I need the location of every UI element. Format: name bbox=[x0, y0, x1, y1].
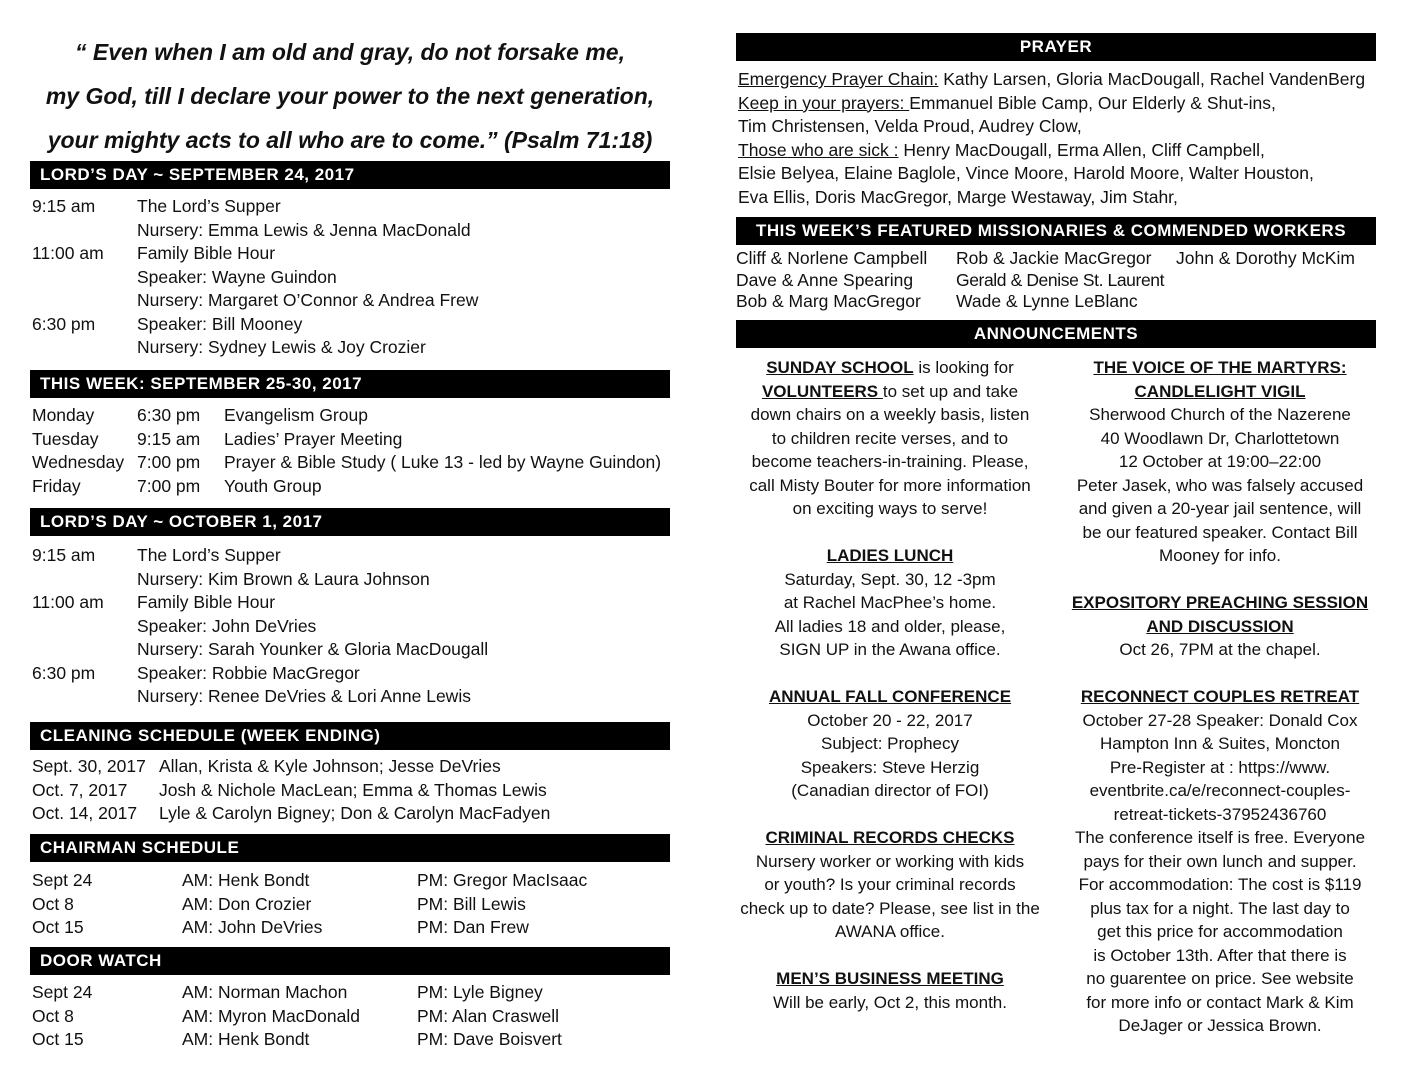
sick-line-3: Eva Ellis, Doris MacGregor, Marge Westaway, Jim Stahr, bbox=[738, 186, 1178, 207]
ann-line: Subject: Prophecy bbox=[821, 734, 959, 753]
ann-line: retreat-tickets-37952436760 bbox=[1113, 804, 1327, 824]
activity: Speaker: John DeVries bbox=[137, 615, 317, 636]
ann-line: be our featured speaker. Contact Bill bbox=[1082, 522, 1358, 542]
schedule-row bbox=[32, 313, 672, 337]
schedule-row bbox=[32, 266, 672, 290]
cleaning-heading: CLEANING SCHEDULE (WEEK ENDING) bbox=[30, 722, 670, 750]
schedule-row bbox=[32, 219, 672, 243]
activity: The Lord’s Supper bbox=[137, 545, 281, 565]
weekday-row bbox=[32, 475, 672, 499]
day: Friday bbox=[32, 475, 81, 496]
activity: Nursery: Sydney Lewis & Joy Crozier bbox=[137, 337, 426, 357]
missionary-row bbox=[736, 270, 1376, 292]
am: AM: Norman Machon bbox=[182, 982, 348, 1002]
keep-in-prayers-label: Keep in your prayers: bbox=[738, 92, 910, 113]
ann-line: call Misty Bouter for more information bbox=[749, 475, 1031, 495]
chairman-schedule bbox=[32, 869, 672, 940]
prayer-heading: PRAYER bbox=[736, 33, 1376, 61]
chairman-row bbox=[32, 916, 672, 940]
time: 9:15 am bbox=[32, 196, 96, 216]
expository-heading: EXPOSITORY PREACHING SESSION bbox=[1071, 593, 1369, 612]
pm: PM: Alan Craswell bbox=[417, 1005, 559, 1026]
mens-meeting-heading: MEN’S BUSINESS MEETING bbox=[776, 969, 1004, 988]
reconnect-heading: RECONNECT COUPLES RETREAT bbox=[1080, 687, 1360, 706]
ann-line: and given a 20-year jail sentence, will bbox=[1078, 499, 1362, 518]
mens-meeting-announcement bbox=[732, 967, 1048, 1014]
missionary: Gerald & Denise St. Laurent bbox=[956, 269, 1165, 290]
sick-label: Those who are sick : bbox=[738, 139, 899, 160]
door-watch-row bbox=[32, 1005, 672, 1029]
time: 11:00 am bbox=[32, 243, 104, 263]
missionary: John & Dorothy McKim bbox=[1176, 248, 1355, 268]
keep-in-prayers-line-2: Tim Christensen, Velda Proud, Audrey Clow, bbox=[738, 116, 1082, 136]
missionary: Rob & Jackie MacGregor bbox=[956, 248, 1152, 268]
weekday-row bbox=[32, 404, 672, 428]
ann-line: to children recite verses, and to bbox=[771, 428, 1009, 448]
ann-line: 40 Woodlawn Dr, Charlottetown bbox=[1100, 428, 1340, 448]
date: Oct 8 bbox=[32, 1005, 74, 1026]
ann-line: October 27-28 Speaker: Donald Cox bbox=[1082, 710, 1358, 730]
chairman-row bbox=[32, 893, 672, 917]
activity: Speaker: Bill Mooney bbox=[137, 313, 303, 334]
lords-day-1-schedule bbox=[32, 195, 672, 360]
ann-line: AWANA office. bbox=[835, 922, 945, 941]
date: Oct 8 bbox=[32, 893, 74, 914]
activity: Nursery: Margaret O’Connor & Andrea Frew bbox=[137, 290, 479, 310]
ann-line: get this price for accommodation bbox=[1097, 922, 1343, 941]
weekday-row bbox=[32, 428, 672, 452]
scripture-quote bbox=[30, 30, 670, 162]
pm: PM: Dan Frew bbox=[417, 917, 529, 937]
missionary-row bbox=[736, 248, 1376, 270]
ann-line: become teachers-in-training. Please, bbox=[751, 452, 1029, 471]
schedule-row bbox=[32, 662, 672, 686]
day: Wednesday bbox=[32, 452, 125, 472]
prayer-list bbox=[738, 68, 1365, 209]
reconnect-retreat-announcement bbox=[1058, 685, 1382, 1038]
date: Sept 24 bbox=[32, 982, 93, 1002]
criminal-records-announcement bbox=[732, 826, 1048, 944]
criminal-records-heading: CRIMINAL RECORDS CHECKS bbox=[765, 828, 1015, 847]
missionaries-list bbox=[736, 248, 1376, 313]
pm: PM: Gregor MacIsaac bbox=[417, 870, 588, 890]
announcements-left bbox=[732, 356, 1048, 1038]
chairman-row bbox=[32, 869, 672, 893]
ann-line: at Rachel MacPhee’s home. bbox=[783, 593, 997, 612]
ladies-lunch-heading: LADIES LUNCH bbox=[826, 546, 954, 565]
activity: The Lord’s Supper bbox=[137, 196, 281, 216]
am: AM: Henk Bondt bbox=[182, 870, 310, 890]
date: Oct 15 bbox=[32, 1029, 84, 1049]
schedule-row bbox=[32, 568, 672, 592]
sick-names: Henry MacDougall, Erma Allen, Cliff Campbell, bbox=[898, 139, 1265, 160]
door-watch-heading: DOOR WATCH bbox=[30, 947, 670, 975]
sick-line bbox=[738, 139, 1365, 163]
ann-line: Saturday, Sept. 30, 12 -3pm bbox=[784, 569, 996, 589]
ann-line: Mooney for info. bbox=[1159, 546, 1281, 565]
quote-line: “ Even when I am old and gray, do not forsake me, bbox=[75, 39, 625, 65]
activity: Ladies’ Prayer Meeting bbox=[224, 428, 403, 449]
schedule-row bbox=[32, 336, 672, 360]
missionary: Dave & Anne Spearing bbox=[736, 269, 914, 290]
schedule-row bbox=[32, 685, 672, 709]
ann-line: Oct 26, 7PM at the chapel. bbox=[1119, 640, 1321, 659]
vigil-heading: CANDLELIGHT VIGIL bbox=[1134, 381, 1306, 401]
schedule-row bbox=[32, 615, 672, 639]
ann-line: eventbrite.ca/e/reconnect-couples- bbox=[1089, 781, 1351, 800]
ann-line: pays for their own lunch and supper. bbox=[1083, 851, 1357, 871]
missionary-row bbox=[736, 291, 1376, 313]
door-watch-schedule bbox=[32, 981, 672, 1052]
ann-line: All ladies 18 and older, please, bbox=[774, 616, 1006, 636]
am: AM: Myron MacDonald bbox=[182, 1005, 360, 1026]
martyrs-heading: THE VOICE OF THE MARTYRS: bbox=[1093, 358, 1347, 377]
activity: Nursery: Renee DeVries & Lori Anne Lewis bbox=[137, 686, 471, 706]
sunday-school-text: to set up and take bbox=[882, 381, 1019, 401]
time: 6:30 pm bbox=[32, 313, 96, 334]
activity: Nursery: Kim Brown & Laura Johnson bbox=[137, 568, 430, 589]
cleaning-row bbox=[32, 755, 672, 779]
sunday-school-announcement bbox=[732, 356, 1048, 521]
ann-line: Sherwood Church of the Nazerene bbox=[1089, 405, 1351, 424]
cleaning-schedule bbox=[32, 755, 672, 826]
ann-line: SIGN UP in the Awana office. bbox=[779, 640, 1001, 659]
am: AM: Henk Bondt bbox=[182, 1029, 310, 1049]
quote-line: my God, till I declare your power to the next generation, bbox=[45, 83, 655, 109]
ann-line: Hampton Inn & Suites, Moncton bbox=[1099, 734, 1341, 753]
am: AM: Don Crozier bbox=[182, 893, 312, 914]
sunday-school-heading: SUNDAY SCHOOL bbox=[766, 358, 914, 377]
activity: Speaker: Robbie MacGregor bbox=[137, 662, 360, 683]
ann-line: Will be early, Oct 2, this month. bbox=[773, 992, 1007, 1012]
ladies-lunch-announcement bbox=[732, 544, 1048, 662]
ann-line: is October 13th. After that there is bbox=[1093, 945, 1347, 965]
schedule-row bbox=[32, 591, 672, 615]
ann-line: October 20 - 22, 2017 bbox=[807, 710, 973, 730]
prayer-chain-names: Kathy Larsen, Gloria MacDougall, Rachel VandenBerg bbox=[938, 69, 1366, 89]
ann-line: check up to date? Please, see list in the bbox=[740, 898, 1040, 918]
fall-conference-announcement bbox=[732, 685, 1048, 803]
activity: Nursery: Emma Lewis & Jenna MacDonald bbox=[137, 219, 471, 240]
cleaning-row bbox=[32, 779, 672, 803]
ann-line: 12 October at 19:00–22:00 bbox=[1118, 452, 1322, 471]
door-watch-row bbox=[32, 981, 672, 1005]
schedule-row bbox=[32, 638, 672, 662]
cleaning-row bbox=[32, 802, 672, 826]
time: 7:00 pm bbox=[137, 475, 201, 496]
sick-line-2: Elsie Belyea, Elaine Baglole, Vince Moore, Harold Moore, Walter Houston, bbox=[738, 163, 1314, 183]
ann-line: on exciting ways to serve! bbox=[792, 499, 988, 518]
ann-line: Nursery worker or working with kids bbox=[755, 851, 1025, 871]
keep-in-prayers-names: Emmanuel Bible Camp, Our Elderly & Shut-ins, bbox=[909, 92, 1276, 113]
families: Lyle & Carolyn Bigney; Don & Carolyn MacFadyen bbox=[159, 803, 551, 823]
martyrs-vigil-announcement bbox=[1058, 356, 1382, 568]
announcements-right bbox=[1058, 356, 1382, 1061]
schedule-row bbox=[32, 242, 672, 266]
expository-announcement bbox=[1058, 591, 1382, 662]
week: Oct. 7, 2017 bbox=[32, 779, 128, 800]
pm: PM: Dave Boisvert bbox=[417, 1029, 562, 1049]
activity: Evangelism Group bbox=[224, 405, 368, 425]
prayer-chain-label: Emergency Prayer Chain: bbox=[738, 69, 939, 89]
activity: Family Bible Hour bbox=[137, 592, 276, 612]
lords-day-2-schedule bbox=[32, 544, 672, 709]
pm: PM: Lyle Bigney bbox=[417, 982, 543, 1002]
schedule-row bbox=[32, 195, 672, 219]
day: Monday bbox=[32, 405, 95, 425]
day: Tuesday bbox=[32, 428, 99, 449]
ann-line: DeJager or Jessica Brown. bbox=[1118, 1016, 1322, 1035]
ann-line: no guarentee on price. See website bbox=[1086, 969, 1354, 988]
volunteers-heading: VOLUNTEERS bbox=[761, 381, 883, 401]
weekday-row bbox=[32, 451, 672, 475]
missionary: Wade & Lynne LeBlanc bbox=[956, 291, 1138, 311]
time: 11:00 am bbox=[32, 592, 104, 612]
ann-line: For accommodation: The cost is $119 bbox=[1078, 875, 1362, 894]
ann-line: plus tax for a night. The last day to bbox=[1090, 898, 1350, 918]
missionaries-heading: THIS WEEK’S FEATURED MISSIONARIES & COMMENDED WORKERS bbox=[736, 217, 1376, 245]
time: 7:00 pm bbox=[137, 452, 201, 472]
ann-line: The conference itself is free. Everyone bbox=[1074, 828, 1366, 847]
fall-conference-heading: ANNUAL FALL CONFERENCE bbox=[768, 687, 1012, 706]
time: 9:15 am bbox=[137, 428, 201, 449]
families: Allan, Krista & Kyle Johnson; Jesse DeVries bbox=[159, 756, 501, 776]
activity: Family Bible Hour bbox=[137, 243, 276, 263]
this-week-heading: THIS WEEK: SEPTEMBER 25-30, 2017 bbox=[30, 370, 670, 398]
week: Sept. 30, 2017 bbox=[32, 756, 146, 776]
ann-line: for more info or contact Mark & Kim bbox=[1086, 992, 1354, 1012]
activity: Youth Group bbox=[224, 475, 322, 496]
ann-line: down chairs on a weekly basis, listen bbox=[750, 405, 1030, 424]
families: Josh & Nichole MacLean; Emma & Thomas Lewis bbox=[159, 779, 547, 800]
date: Sept 24 bbox=[32, 870, 93, 890]
lords-day-1-heading: LORD’S DAY ~ SEPTEMBER 24, 2017 bbox=[30, 161, 670, 189]
lords-day-2-heading: LORD’S DAY ~ OCTOBER 1, 2017 bbox=[30, 508, 670, 536]
missionary: Bob & Marg MacGregor bbox=[736, 291, 921, 311]
ann-line: Pre-Register at : https://www. bbox=[1109, 757, 1331, 777]
expository-heading-2: AND DISCUSSION bbox=[1146, 616, 1294, 636]
time: 9:15 am bbox=[32, 545, 96, 565]
ann-line: or youth? Is your criminal records bbox=[764, 875, 1016, 894]
ann-line: (Canadian director of FOI) bbox=[791, 781, 989, 800]
time: 6:30 pm bbox=[137, 405, 201, 425]
announcements-heading: ANNOUNCEMENTS bbox=[736, 320, 1376, 348]
week: Oct. 14, 2017 bbox=[32, 803, 138, 823]
pm: PM: Bill Lewis bbox=[417, 893, 526, 914]
door-watch-row bbox=[32, 1028, 672, 1052]
ann-line: Peter Jasek, who was falsely accused bbox=[1076, 475, 1364, 495]
prayer-chain-line bbox=[738, 68, 1365, 92]
missionary: Cliff & Norlene Campbell bbox=[736, 248, 928, 268]
date: Oct 15 bbox=[32, 917, 84, 937]
activity: Nursery: Sarah Younker & Gloria MacDougall bbox=[137, 639, 489, 659]
keep-in-prayers-line bbox=[738, 92, 1365, 116]
quote-line: your mighty acts to all who are to come.” (Psalm 71:18) bbox=[47, 127, 653, 153]
time: 6:30 pm bbox=[32, 662, 96, 683]
ann-line: Speakers: Steve Herzig bbox=[800, 757, 980, 777]
schedule-row bbox=[32, 289, 672, 313]
schedule-row bbox=[32, 544, 672, 568]
activity: Prayer & Bible Study ( Luke 13 - led by Wayne Guindon) bbox=[224, 452, 662, 472]
am: AM: John DeVries bbox=[182, 917, 323, 937]
activity: Speaker: Wayne Guindon bbox=[137, 266, 337, 287]
sunday-school-text: is looking for bbox=[913, 358, 1014, 377]
chairman-heading: CHAIRMAN SCHEDULE bbox=[30, 834, 670, 862]
this-week-schedule bbox=[32, 404, 672, 498]
